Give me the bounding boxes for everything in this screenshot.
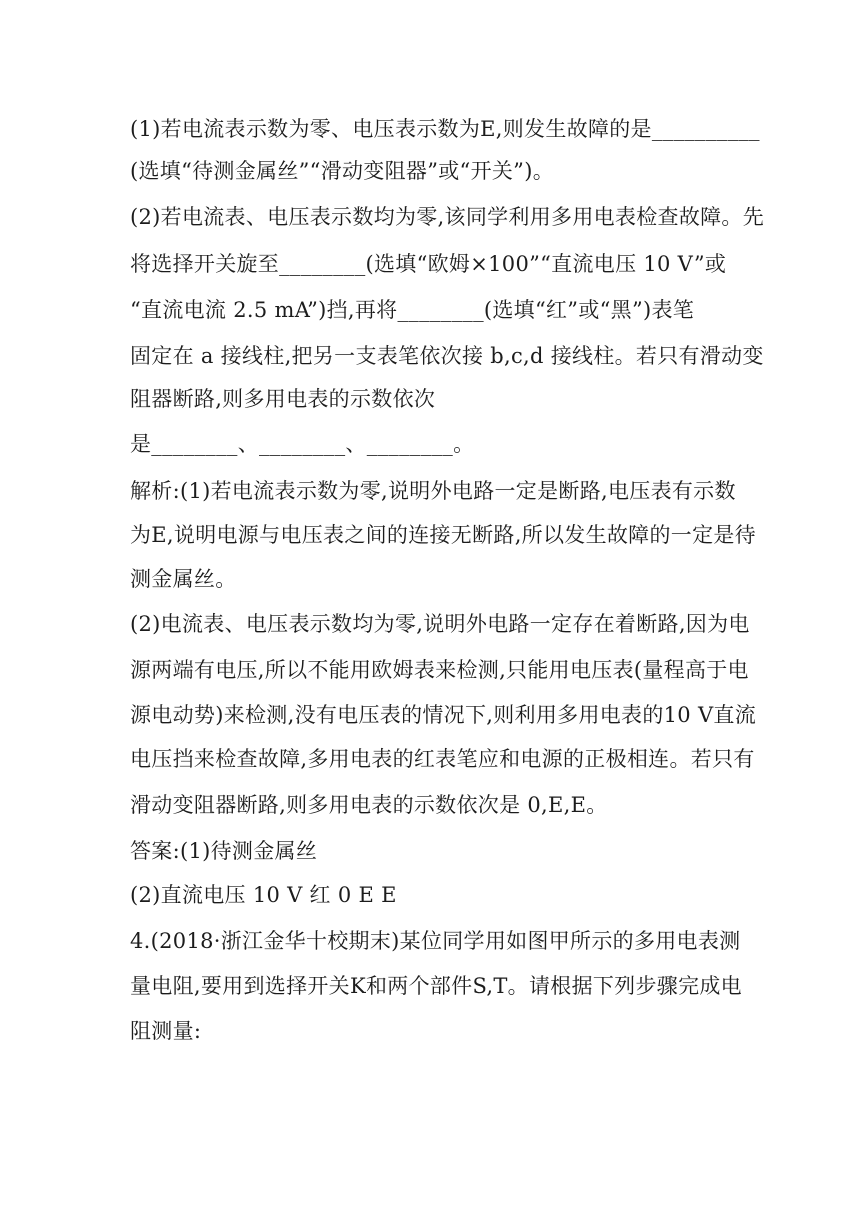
text-line-14: 源电动势)来检测,没有电压表的情况下,则利用多用电表的10 V直流 xyxy=(130,703,757,727)
text-line-11: 测金属丝。 xyxy=(130,567,237,591)
text-line-10: 为E,说明电源与电压表之间的连接无断路,所以发生故障的一定是待 xyxy=(130,523,756,547)
question-4-line-3: 阻测量: xyxy=(130,1019,202,1043)
question-4-line-2: 量电阻,要用到选择开关K和两个部件S,T。请根据下列步骤完成电 xyxy=(130,974,742,998)
text-line-6: 固定在 a 接线柱,把另一支表笔依次接 b,c,d 接线柱。若只有滑动变 xyxy=(130,344,764,368)
answer-label-line: 答案:(1)待测金属丝 xyxy=(130,839,318,863)
text-line-12: (2)电流表、电压表示数均为零,说明外电路一定存在着断路,因为电 xyxy=(130,612,750,636)
text-line-13: 源两端有电压,所以不能用欧姆表来检测,只能用电压表(量程高于电 xyxy=(130,658,749,682)
text-line-5: “直流电流 2.5 mA”)挡,再将________(选填“红”或“黑”)表笔 xyxy=(130,298,695,322)
text-line-7: 阻器断路,则多用电表的示数依次 xyxy=(130,387,436,411)
text-line-2: (选填“待测金属丝”“滑动变阻器”或“开关”)。 xyxy=(130,159,554,183)
question-4-line-1: 4.(2018·浙江金华十校期末)某位同学用如图甲所示的多用电表测 xyxy=(130,929,741,953)
text-line-4: 将选择开关旋至________(选填“欧姆×100”“直流电压 10 V”或 xyxy=(130,252,727,276)
text-line-15: 电压挡来检查故障,多用电表的红表笔应和电源的正极相连。若只有 xyxy=(130,747,755,771)
text-line-1: (1)若电流表示数为零、电压表示数为E,则发生故障的是__________ xyxy=(130,117,760,141)
answer-line-2: (2)直流电压 10 V 红 0 E E xyxy=(130,883,397,907)
text-line-8: 是________、________、________。 xyxy=(130,432,475,456)
text-line-9: 解析:(1)若电流表示数为零,说明外电路一定是断路,电压表有示数 xyxy=(130,479,736,503)
text-line-16: 滑动变阻器断路,则多用电表的示数依次是 0,E,E。 xyxy=(130,793,608,817)
text-line-3: (2)若电流表、电压表示数均为零,该同学利用多用电表检查故障。先 xyxy=(130,205,765,229)
